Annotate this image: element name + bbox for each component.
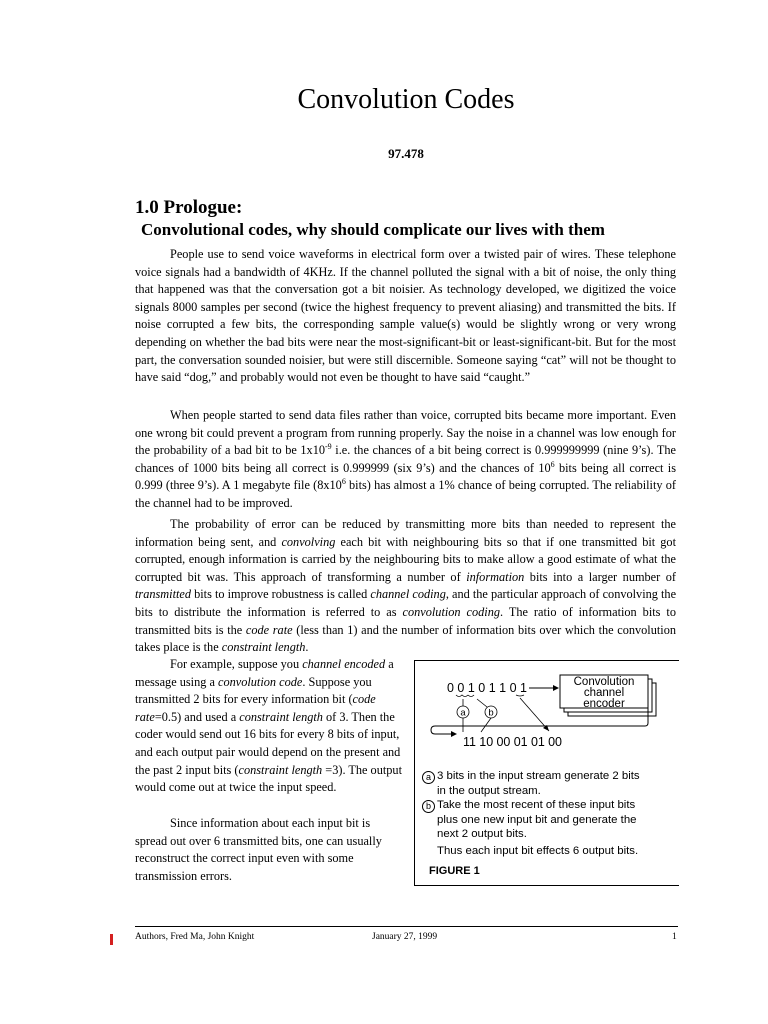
- exponent: -9: [325, 442, 332, 452]
- term: information: [466, 569, 525, 584]
- paragraph-4-text: . Suppose you transmitted 2 bits for every information bit (: [135, 674, 372, 707]
- paragraph-4-text: a message using a: [135, 657, 394, 689]
- term: transmitted: [135, 587, 192, 602]
- exponent: 6: [341, 477, 346, 487]
- bits-bracket-b: [468, 695, 474, 697]
- encoder-diagram: [415, 661, 679, 771]
- paragraph-1: [135, 246, 676, 387]
- paragraph-1-text: People use to send voice waveforms in electrical form over a twisted pair of wires. These telephone voice signals had a bandwidth of 4KHz. If the channel polluted the signal with a bit of noise, the only thing that happened was that the conversation got a bit noisier. As technology developed, we digitized the voice signals 8000 samples per second (twice the highest frequency to prevent aliasing) and transmitted the bits. If noise corrupted a few bits, the corresponding sample value(s) would be slightly wrong or very wrong depending on whether the bad bits were near the most-significant-bit or least-significant-bit. But for the most part, the conversation sounded noisier, but were still discernible. Someone saying “cat” will not be thought to have said “dog,” and probably would not even be thought to have said “caught.”: [135, 247, 676, 385]
- paragraph-2-text: When people started to send data files rather than voice, corrupted bits became more important. Even one wrong bit could prevent a program from running properly. Say the noise in a channel was low enough for the probability of a bad bit to be 1x10: [135, 408, 676, 458]
- note-a-line-1: 3 bits in the input stream generate 2 bits: [437, 770, 640, 782]
- footer-rule: [135, 926, 678, 927]
- term: constraint length: [239, 709, 323, 724]
- note-c-line: Thus each input bit effects 6 output bits.: [437, 844, 639, 857]
- paragraph-4-text: =3). The output would come out at twice the input speed.: [135, 762, 402, 795]
- encoder-label-1: Convolution: [573, 676, 635, 688]
- section-heading: 1.0 Prologue:: [135, 197, 243, 218]
- paragraph-4-text: =0.5) and used a: [154, 709, 240, 724]
- term: channel coding: [370, 587, 446, 602]
- output-arrowhead: [451, 731, 457, 737]
- paragraph-3-text: bits to improve robustness is called: [191, 587, 371, 602]
- note-a-line-2: in the output stream.: [437, 784, 541, 797]
- term: code rate: [135, 692, 376, 724]
- figure-1: [414, 660, 679, 886]
- term: constraint length: [238, 762, 323, 777]
- paragraph-4-text: of 3. Then the coder would send out 16 bits for every 8 bits of input, and each output pair would depend on the present and the past 2 input bits (: [135, 709, 401, 777]
- encoder-label-2: channel: [583, 687, 625, 699]
- term: convolution coding: [402, 604, 501, 619]
- change-bar: [110, 934, 113, 945]
- note-b: [421, 798, 675, 842]
- figure-label: FIGURE 1: [429, 865, 480, 877]
- term: convolving: [281, 534, 336, 549]
- term: convolution code: [218, 674, 303, 689]
- paragraph-3-text: The probability of error can be reduced by transmitting more bits than needed to represent the information being sent, and: [135, 517, 676, 549]
- footer-date: January 27, 1999: [372, 932, 438, 942]
- marker-a-letter: a: [460, 707, 466, 719]
- paragraph-2-text: bits) has almost a 1% chance of being corrupted. The reliability of the channel had to be improved.: [135, 478, 676, 510]
- note-a-marker: a: [422, 771, 435, 784]
- input-arrowhead: [553, 685, 559, 691]
- paragraph-3: [135, 516, 676, 657]
- term: constraint length: [221, 640, 306, 655]
- paragraph-4-text: For example, suppose you: [170, 657, 303, 671]
- marker-b-letter: b: [488, 707, 494, 719]
- exponent: 6: [550, 459, 555, 469]
- paragraph-3-text: . The ratio of information bits to transmitted bits is the: [135, 604, 676, 637]
- paragraph-3-text: , and the particular approach of convolving the bits to distribute the information is referred to as: [135, 587, 677, 619]
- note-b-line-1: Take the most recent of these input bits: [437, 799, 636, 812]
- paragraph-5: [135, 815, 404, 885]
- paragraph-2: [135, 407, 676, 513]
- footer-authors: Authors, Fred Ma, John Knight: [135, 932, 255, 942]
- bits-bracket-a: [456, 695, 468, 697]
- paragraph-3-text: bits into a larger number of: [524, 569, 676, 584]
- note-b-line-2: plus one new input bit and generate the: [437, 813, 637, 826]
- note-b-marker: b: [422, 800, 435, 813]
- document-title: Convolution Codes: [297, 84, 515, 115]
- paragraph-3-text: each bit with neighbouring bits so that if one transmitted bit got corrupted, enough information is carried by the neighbouring bits to make allow a good estimate of what the corrupted bit was. This approach of transforming a number of: [135, 534, 676, 584]
- note-b-line-3: next 2 output bits.: [437, 828, 527, 841]
- note-c: [421, 844, 675, 859]
- pointer-b: [481, 718, 491, 732]
- paragraph-3-text: (less than 1) and the number of information bits over which the convolution takes place is the: [135, 622, 676, 655]
- bits-bracket-c: [516, 695, 524, 696]
- input-bit-stream: 0 0 1 0 1 1 0 1: [447, 681, 527, 695]
- paragraph-2-text: bits being all correct is 0.999 (three 9’s). A 1 megabyte file (8x10: [135, 460, 676, 493]
- figure-notes: [421, 769, 675, 859]
- marker-b-leader: [477, 699, 487, 707]
- paragraph-5-text: Since information about each input bit is spread out over 6 transmitted bits, one can usually reconstruct the correct input even with some transmission errors.: [135, 816, 382, 883]
- paragraph-3-text: .: [305, 640, 309, 655]
- note-a: [421, 769, 675, 798]
- section-subheading: Convolutional codes, why should complicate our lives with them: [141, 220, 605, 239]
- course-number: 97.478: [388, 146, 424, 161]
- paragraph-4: [135, 656, 404, 797]
- term: channel encoded: [302, 657, 386, 671]
- footer-page-number: 1: [672, 932, 677, 942]
- output-bit-stream: 11 10 00 01 01 00: [463, 735, 562, 749]
- encoder-label-3: encoder: [583, 698, 625, 710]
- paragraph-2-text: i.e. the chances of a bit being correct is 0.999999999 (nine 9’s). The chances of 1000 bits being all correct is 0.999999 (six 9’s) and the chances of 10: [135, 443, 677, 475]
- term: code rate: [245, 622, 293, 637]
